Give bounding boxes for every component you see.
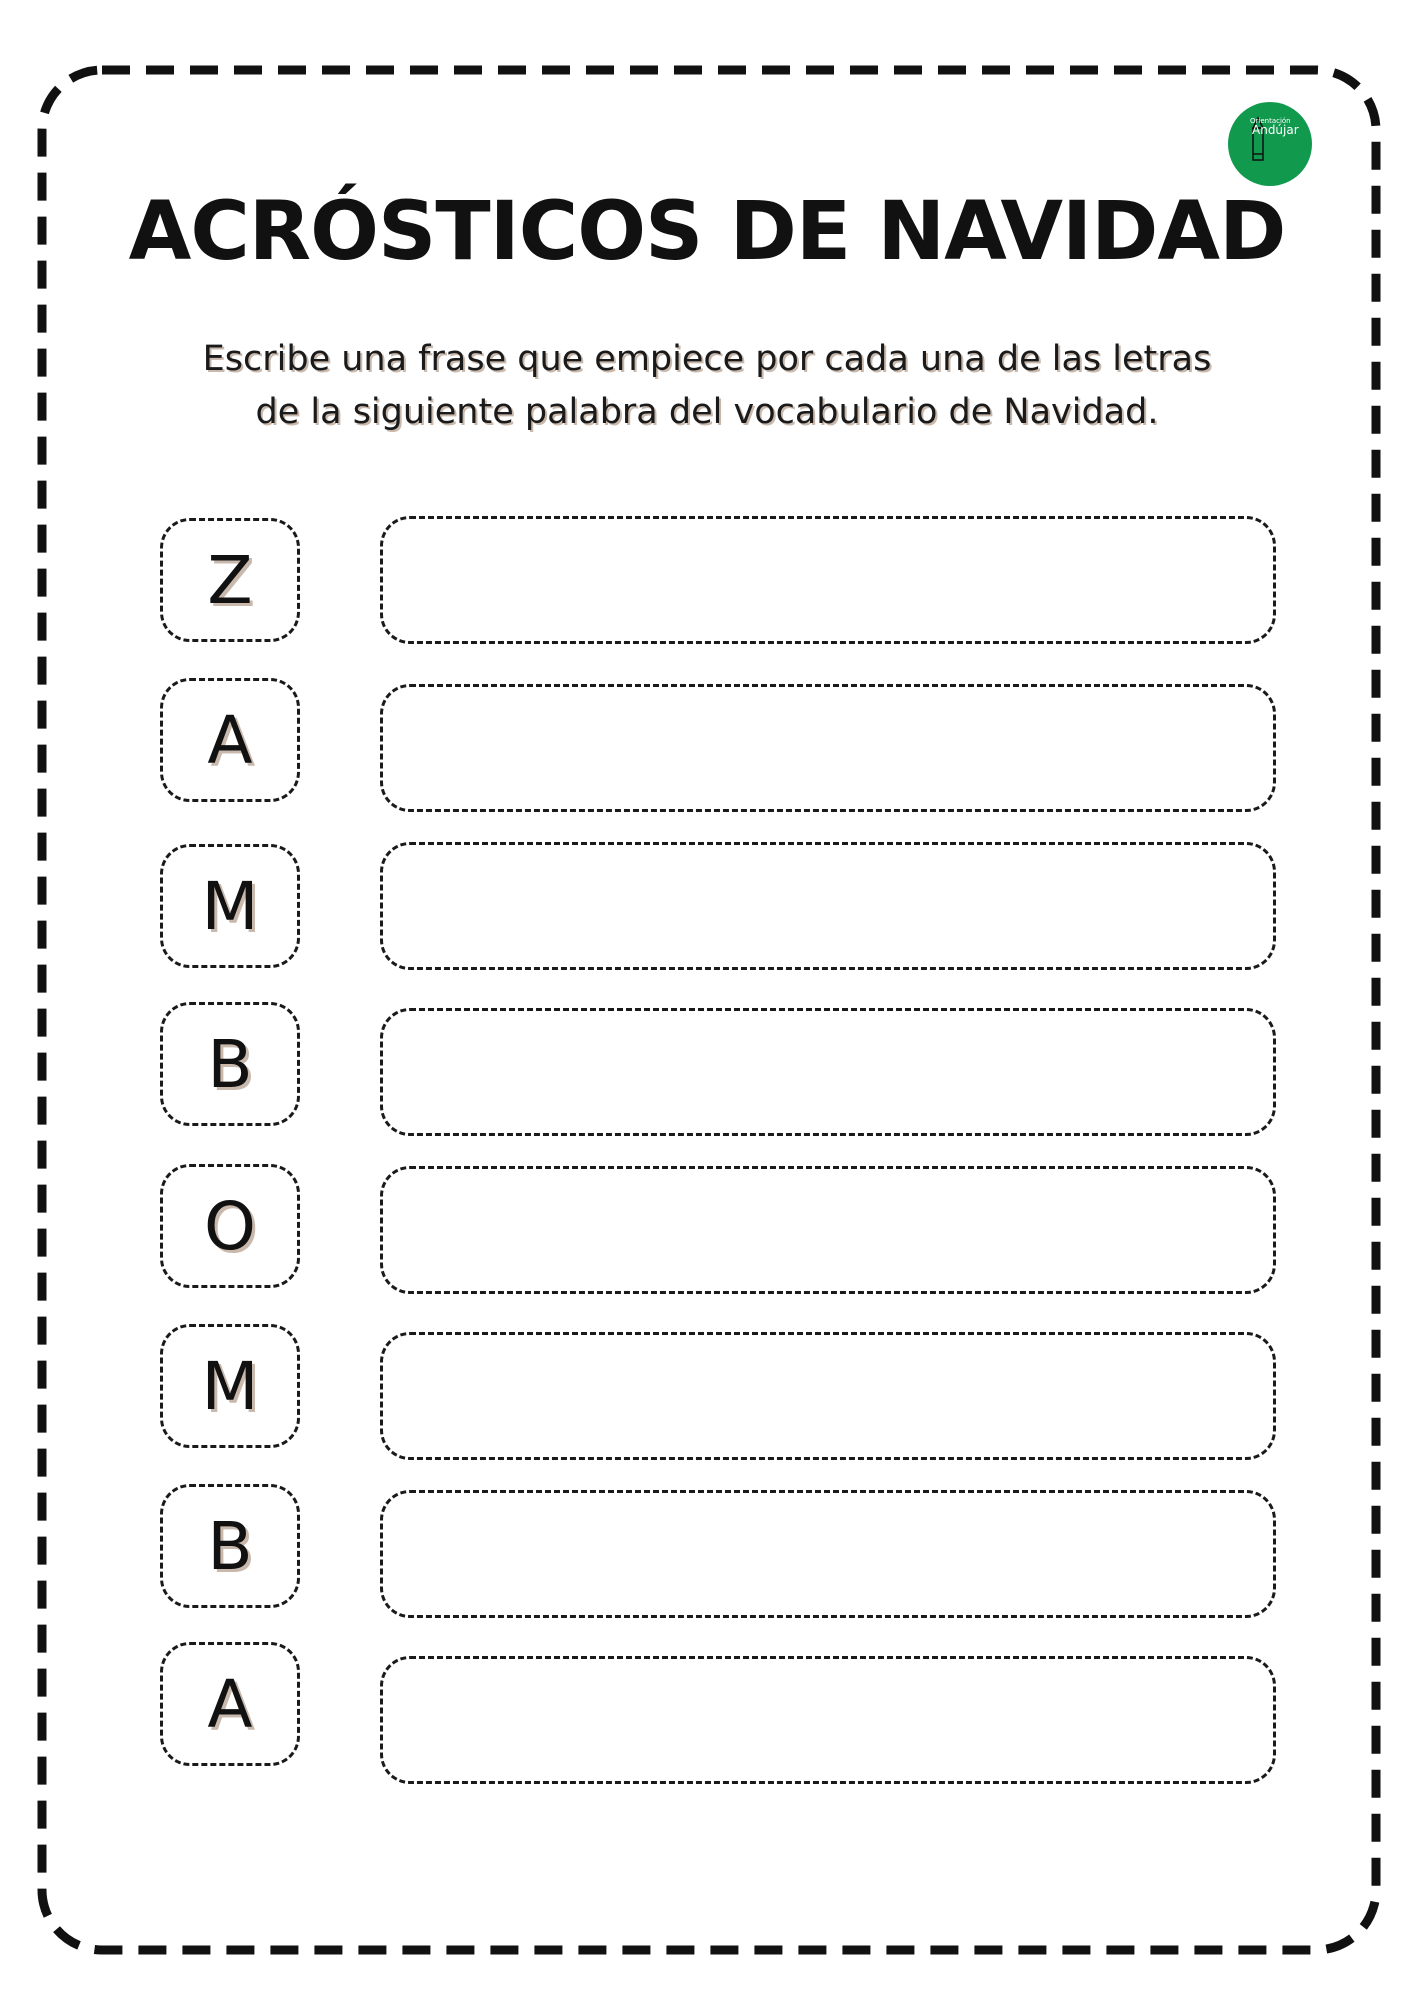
acrostic-answer-box[interactable]: [380, 1490, 1276, 1618]
acrostic-answer-box[interactable]: [380, 842, 1276, 970]
logo: [1228, 102, 1312, 186]
acrostic-answer-box[interactable]: [380, 684, 1276, 812]
acrostic-letter: M: [160, 1324, 300, 1448]
acrostic-letter: M: [160, 844, 300, 968]
instructions-line-2: de la siguiente palabra del vocabulario de Navidad.: [255, 392, 1159, 432]
acrostic-letter: O: [160, 1164, 300, 1288]
acrostic-letter: A: [160, 1642, 300, 1766]
instructions: [120, 333, 1294, 439]
acrostic-letter: Z: [160, 518, 300, 642]
acrostic-letter: B: [160, 1002, 300, 1126]
acrostic-answer-box[interactable]: [380, 1332, 1276, 1460]
page-title: ACRÓSTICOS DE NAVIDAD: [128, 185, 1286, 279]
acrostic-answer-box[interactable]: [380, 1166, 1276, 1294]
instructions-line-1: Escribe una frase que empiece por cada una de las letras: [202, 339, 1212, 379]
acrostic-answer-box[interactable]: [380, 1656, 1276, 1784]
acrostic-answer-box[interactable]: [380, 516, 1276, 644]
logo-small-text: Orientación: [1250, 117, 1291, 125]
acrostic-answer-box[interactable]: [380, 1008, 1276, 1136]
acrostic-letter: A: [160, 678, 300, 802]
acrostic-letter: B: [160, 1484, 300, 1608]
logo-main-text: Andújar: [1252, 123, 1299, 137]
